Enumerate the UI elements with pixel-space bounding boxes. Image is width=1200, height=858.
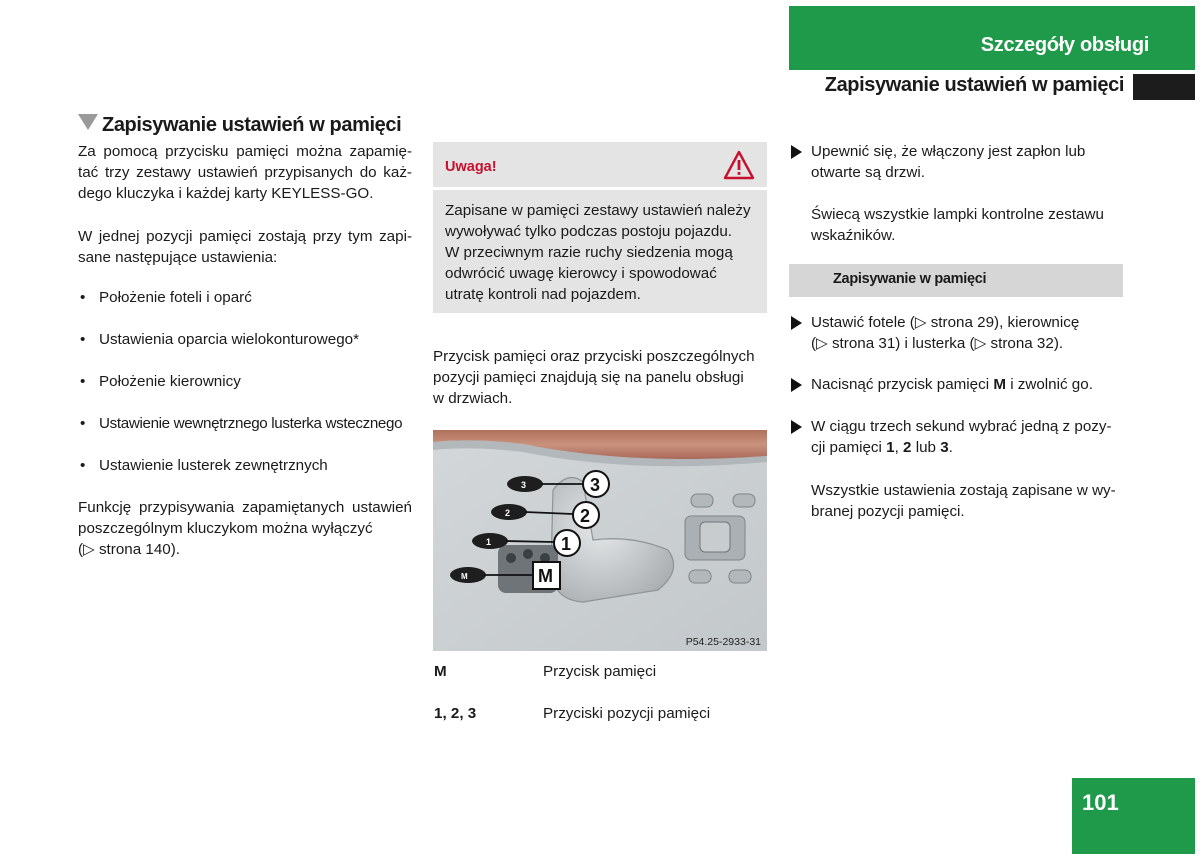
text-line: W ciągu trzech sekund wybrać jedną z pozy- <box>811 418 1112 435</box>
callout-3 <box>583 471 609 497</box>
step-adjust <box>789 312 1127 356</box>
step-arrow-icon <box>791 145 802 159</box>
door-panel-illustration <box>433 430 767 651</box>
header-black-tab <box>1133 74 1195 100</box>
step-press-m <box>789 374 1127 396</box>
text-bold: 1 <box>886 439 895 456</box>
step-arrow-icon <box>791 378 802 392</box>
callout-m <box>533 562 560 589</box>
text-line: sane następujące ustawienia: <box>78 249 278 266</box>
list-item: • Położenie kierownicy <box>78 371 418 413</box>
subheading-text: Zapisywanie w pamięci <box>833 271 987 287</box>
settings-paragraph <box>78 226 412 268</box>
text-run: i zwolnić go. <box>1005 376 1093 393</box>
legend-value: Przyciski pozycji pamięci <box>543 705 711 722</box>
text-line: otwarte są drzwi. <box>811 164 925 181</box>
step-arrow-icon <box>791 316 802 330</box>
list-item: • Ustawienia oparcia wielokonturowego* <box>78 329 418 371</box>
text-line: wskaźników. <box>811 227 896 244</box>
text-line: W przeciwnym razie ruchy siedzenia mogą <box>445 244 733 261</box>
text-run: Nacisnąć przycisk pamięci <box>811 376 994 393</box>
svg-text:M: M <box>538 566 553 586</box>
text-line: Przycisk pamięci oraz przyciski poszczególnych <box>433 348 755 365</box>
step-select-position <box>789 416 1127 460</box>
list-item: • Ustawienie wewnętrznego lusterka wstecznego <box>78 413 418 455</box>
text-line: dego kluczyka i każdej karty KEYLESS-GO. <box>78 185 374 202</box>
legend-value: Przycisk pamięci <box>543 663 657 680</box>
warning-header <box>433 142 767 186</box>
svg-text:3: 3 <box>590 475 601 495</box>
legend-row <box>433 705 767 747</box>
door-panel-photo <box>433 430 767 651</box>
note-saved <box>811 480 1127 522</box>
text-line: (▷ strona 140). <box>78 541 181 558</box>
note-warning-lamps <box>811 204 1127 246</box>
text-line: Za pomocą przycisku pamięci można zapamię- <box>78 143 412 160</box>
warning-triangle-icon <box>723 150 755 180</box>
header-section-title: Szczegóły obsługi <box>980 34 1149 56</box>
svg-text:M: M <box>461 572 468 581</box>
text-line: Świecą wszystkie lampki kontrolne zestawu <box>811 206 1104 223</box>
svg-text:2: 2 <box>505 508 511 518</box>
header-section-band <box>789 6 1195 70</box>
warning-divider <box>433 187 767 190</box>
text-line: w drzwiach. <box>433 390 513 407</box>
text-line: Upewnić się, że włączony jest zapłon lub <box>811 143 1086 160</box>
text-run: cji pamięci <box>811 439 887 456</box>
legend-key: M <box>434 663 447 680</box>
legend-key: 1, 2, 3 <box>434 705 477 722</box>
step-check-ignition <box>789 141 1127 185</box>
text-line: Zapisane w pamięci zestawy ustawień należy <box>445 202 751 219</box>
text-line: Wszystkie ustawienia zostają zapisane w wy- <box>811 482 1116 499</box>
text-line: (▷ strona 31) i lusterka (▷ strona 32). <box>811 335 1064 352</box>
photo-legend <box>433 663 767 747</box>
text-run: lub <box>911 439 941 456</box>
text-line: Funkcję przypisywania zapamiętanych ustawień <box>78 499 412 516</box>
callout-1 <box>554 530 580 556</box>
text-run: , <box>894 439 904 456</box>
settings-list <box>78 287 418 497</box>
list-item: • Położenie foteli i oparć <box>78 287 418 329</box>
photo-code: P54.25-2933-31 <box>685 636 761 648</box>
text-line: poszczególnym kluczykom można wyłączyć <box>78 520 373 537</box>
callout-2 <box>573 502 599 528</box>
svg-text:3: 3 <box>521 480 527 490</box>
panel-location-paragraph <box>433 346 767 409</box>
step-arrow-icon <box>791 420 802 434</box>
text-line: W jednej pozycji pamięci zostają przy tym zapi- <box>78 228 412 245</box>
text-line <box>811 437 1125 458</box>
section-triangle-icon <box>78 114 98 130</box>
text-bold: 3 <box>940 439 949 456</box>
text-bold: 2 <box>903 439 912 456</box>
header-subsection-title: Zapisywanie ustawień w pamięci <box>824 74 1124 96</box>
legend-row <box>433 663 767 705</box>
page-number: 101 <box>1082 790 1119 815</box>
section-heading <box>78 114 418 140</box>
text-line: branej pozycji pamięci. <box>811 503 965 520</box>
warning-text <box>445 200 761 305</box>
subheading-band <box>789 264 1123 297</box>
text-line: tać trzy zestawy ustawień przypisanych do każ- <box>78 164 412 181</box>
warning-box <box>433 142 767 313</box>
section-heading-text: Zapisywanie ustawień w pamięci <box>102 114 402 136</box>
warning-title: Uwaga! <box>445 159 497 175</box>
text-run: . <box>948 439 953 456</box>
svg-text:1: 1 <box>561 534 572 554</box>
text-bold: M <box>993 376 1006 393</box>
disable-paragraph <box>78 497 412 560</box>
text-line: pozycji pamięci znajdują się na panelu obsługi <box>433 369 744 386</box>
text-line: utratę kontroli nad pojazdem. <box>445 286 641 303</box>
svg-text:2: 2 <box>580 506 591 526</box>
text-line: Ustawić fotele (▷ strona 29), kierownicę <box>811 314 1080 331</box>
text-line: odwrócić uwagę kierowcy i spowodować <box>445 265 717 282</box>
svg-text:1: 1 <box>486 537 492 547</box>
list-item: • Ustawienie lusterek zewnętrznych <box>78 455 418 497</box>
text-line: wywoływać tylko podczas postoju pojazdu. <box>445 223 733 240</box>
page-number-tab <box>1072 778 1195 854</box>
intro-paragraph <box>78 141 412 204</box>
